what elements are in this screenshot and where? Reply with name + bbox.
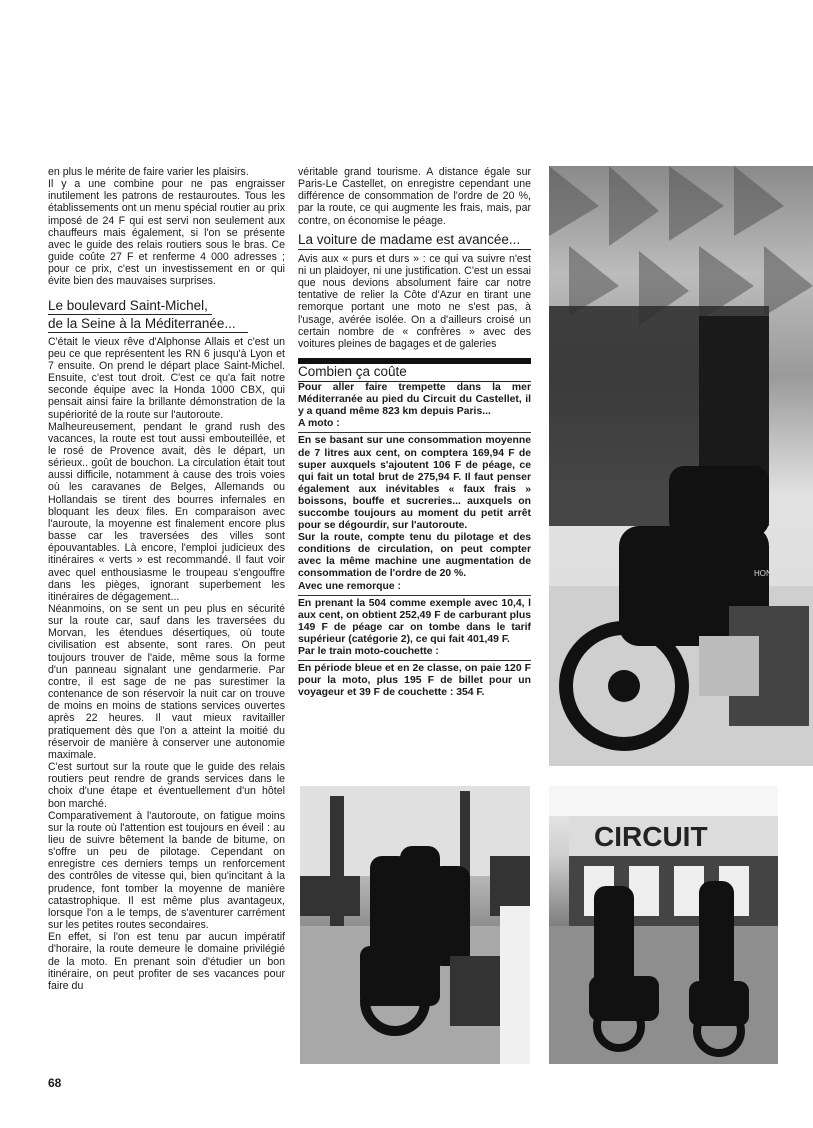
section-voiture xyxy=(298,232,531,350)
paragraph: Comparativement à l'autoroute, on fatigue moins sur la route où l'attention est toujours en éveil : au lieu de suivre bêtement la bande de bitume, on s'offre un peu de pilotage. Cependant on enregistre ces derniers temps un renforcement des contrôles de vitesse qui, bien qu'incitant à la prudence, font tomber la moyenne de manière catastrophique. Il est même plus avantageux, lorsque l'on a le temps, de s'aventurer carrément sur les petites routes secondaires. xyxy=(48,809,285,932)
column-1 xyxy=(48,166,285,992)
column-2 xyxy=(298,166,531,699)
box-paragraph: Sur la route, compte tenu du pilotage et des conditions de circulation, on peut compter avec la même machine une augmentation de consommation de l'ordre de 20 %. xyxy=(298,532,531,580)
divider xyxy=(298,595,531,596)
photo-circuit-entrance xyxy=(549,786,778,1064)
box-paragraph: En période bleue et en 2e classe, on paie 120 F pour la moto, plus 195 F de billet pour un voyageur et 39 F de couchette : 354 F. xyxy=(298,663,531,699)
section-title-line-2: de la Seine à la Méditerranée... xyxy=(48,316,248,333)
section-boulevard xyxy=(48,298,285,992)
circuit-sign-text: CIRCUIT xyxy=(594,821,708,852)
box-title: Combien ça coûte xyxy=(298,364,531,382)
divider xyxy=(298,432,531,433)
cost-box xyxy=(298,358,531,699)
section-title-line-1: Le boulevard Saint-Michel, xyxy=(48,298,212,315)
section-title xyxy=(48,298,285,333)
photo-circuit-drawing xyxy=(549,786,778,1064)
divider xyxy=(298,660,531,661)
photo-honda-drawing xyxy=(549,166,813,766)
paragraph: C'est surtout sur la route que le guide des relais routiers peut rendre de grands services dans le choix d'une étape et éventuellement d'un hôtel bon marché. xyxy=(48,761,285,810)
paragraph: C'était le vieux rêve d'Alphonse Allais et c'est un peu ce que représentent les RN 6 jusqu'à Lyon et 7 ensuite. On prend le départ place Saint-Michel. Ensuite, c'est tout droit. C'est ce qu'a fait notre seconde équipe avec la Honda 1000 CBX, qui pensait ainsi faire la brillante démonstration de la supériorité de la route sur l'autoroute. xyxy=(48,335,285,421)
photo-honda-motorcycle xyxy=(549,166,813,766)
box-label-remorque: Avec une remorque : xyxy=(298,580,401,592)
photo-bikers-road xyxy=(300,786,530,1064)
tank-brand-text: HONDA xyxy=(754,569,783,578)
page-number: 68 xyxy=(48,1076,62,1090)
paragraph: véritable grand tourisme. A distance égale sur Paris-Le Castellet, on enregistre cependant une différence de consommation de l'ordre de 20 %, par la route, ce qui augmente les frais, mais, par contre, on économise le péage. xyxy=(298,166,531,227)
paragraph: Néanmoins, on se sent un peu plus en sécurité sur la route car, sauf dans les traversées du Morvan, les étendues désertiques, où toute civilisation est absente, sont rares. On peut toujours trouver de l'aide, même sous la forme d'un panneau signalant une gendarmerie. Par contre, il est sage de ne pas surestimer la contenance de son réservoir la nuit car on trouve de moins en moins de stations services ouvertes après 22 heures. Il vaut mieux ravitailler pratiquement dès que l'on a atteint la moitié du réservoir de manière à conserver une autonomie maximale. xyxy=(48,603,285,761)
box-label-moto: A moto : xyxy=(298,418,340,430)
paragraph: en plus le mérite de faire varier les plaisirs. xyxy=(48,166,249,178)
photo-bikers-drawing xyxy=(300,786,530,1064)
paragraph: En effet, si l'on est tenu par aucun impératif d'horaire, la route demeure le domaine privilégié de la moto. En prenant soin d'étudier un bon itinéraire, on peut profiter de ses vacances pour faire du xyxy=(48,931,285,992)
box-content xyxy=(298,382,531,699)
box-paragraph: En se basant sur une consommation moyenne de 7 litres aux cent, on comptera 169,94 F de super auxquels s'ajoutent 106 F de péage, ce qui fait un total brut de 275,94 F. Il faut penser également aux inévitables « faux frais » boissons, bouffe et sucreries... auxquels on succombe toujours au moment du petit arrêt pour se dégourdir, sur l'autoroute. xyxy=(298,435,531,532)
box-label-train: Par le train moto-couchette : xyxy=(298,646,439,657)
paragraph: Il y a une combine pour ne pas engraisser inutilement les patrons de restauroutes. Tous les établissements ont un menu spécial routier au prix imposé de 24 F qui est servi non seulement aux chauffeurs mais également, si l'on se présente avec le guide des relais routiers sous le bras. Ce guide coûte 27 F et renferme 4 000 adresses ; pour ce prix, c'est un investissement en or qui évite bien des mauvaises surprises. xyxy=(48,178,285,288)
paragraph: Avis aux « purs et durs » : ce qui va suivre n'est ni un plaidoyer, ni une justification. C'est un essai que nous devions absolument faire car notre tentative de relier la Côte d'Azur en tirant une remorque portant une moto ne s'est pas, à l'usage, avérée isolée. On a d'ailleurs croisé un certain nombre de « confrères » avec des voitures pleines de bagages et de galeries xyxy=(298,252,531,350)
box-intro: Pour aller faire trempette dans la mer Méditerranée au pied du Circuit du Castellet, il y a quand même 823 km depuis Paris... xyxy=(298,382,531,418)
paragraph: Malheureusement, pendant le grand rush des vacances, la route est tout aussi embouteillée, et le rosé de Provence avait, dès le départ, un sérieux.. goût de bouchon. La circulation était tout aussi difficile, notamment à cause des trois voies où les caravanes de Belges, Allemands ou Hollandais se tirent des bourres infernales en bloquant les deux files. En comparaison avec l'auroute, la moyenne est finalement encore plus basse car les traversées des villes sont épouvantables. Là encore, l'emploi judicieux des itinéraires « verts » est recommandé. Il faut voir avec quel enthousiasme le troupeau s'engouffre dans les pièges, ignorant superbement les itinéraires de dégagement... xyxy=(48,420,285,603)
section-title: La voiture de madame est avancée... xyxy=(298,232,531,250)
box-paragraph: En prenant la 504 comme exemple avec 10,4, l aux cent, on obtient 252,49 F de carburant plus 149 F de péage car on tombe dans le tarif supérieur (catégorie 2), ce qui fait 401,49 F. xyxy=(298,597,531,645)
